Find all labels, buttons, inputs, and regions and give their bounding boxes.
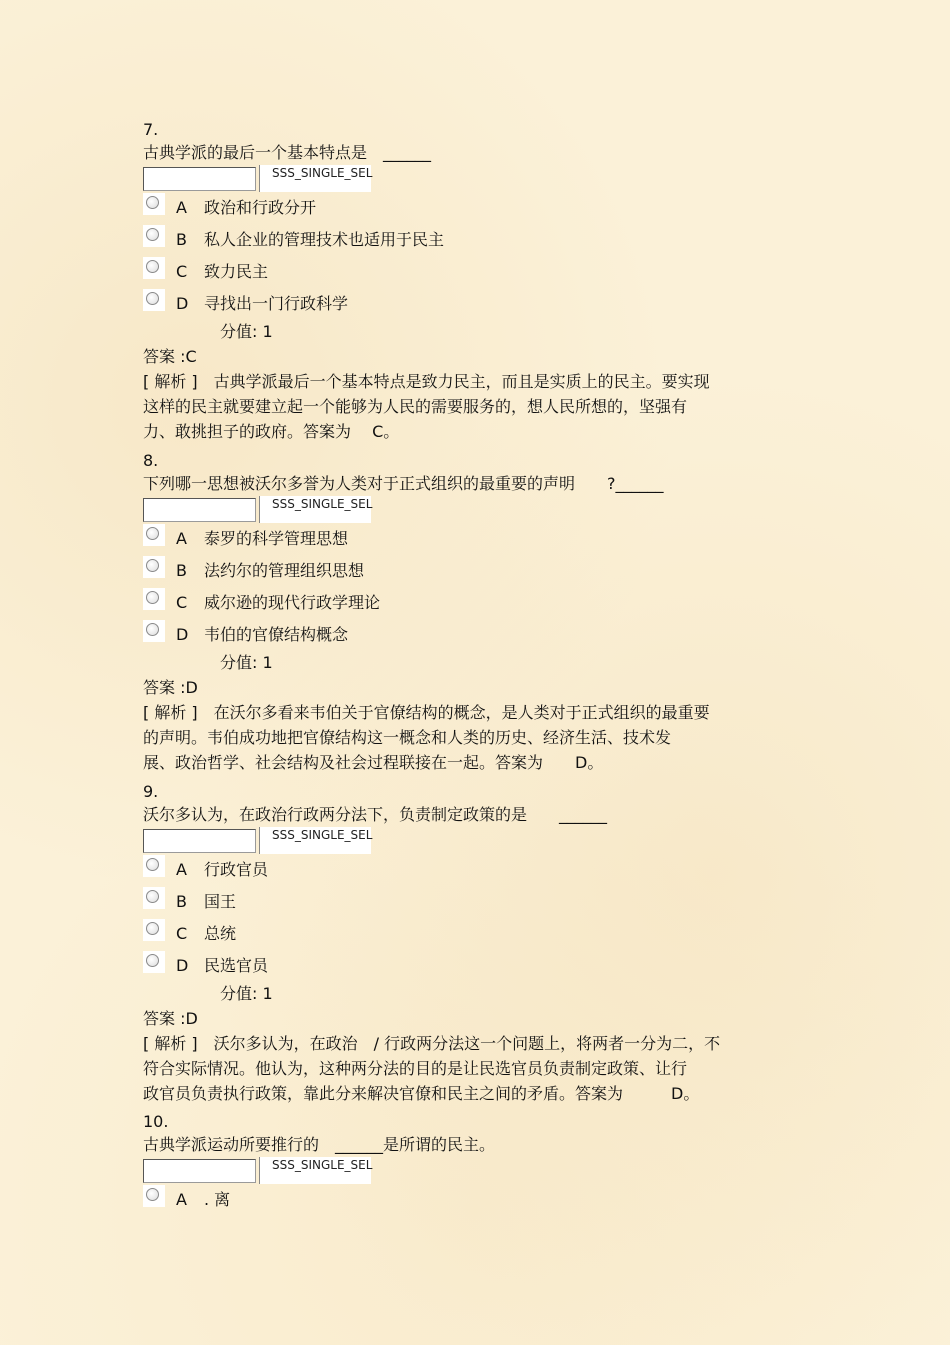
analysis: [143, 700, 783, 775]
analysis-line: 这样的民主就要建立起一个能够为人民的需要服务的，想人民所想的，坚强有: [143, 397, 688, 416]
option-c[interactable]: [143, 257, 783, 289]
question-stem: 沃尔多认为，在政治行政两分法下，负责制定政策的是 ______: [143, 805, 608, 824]
option-d[interactable]: [143, 289, 783, 321]
analysis-line: [ 解析 ] 在沃尔多看来韦伯关于官僚结构的概念，是人类对于正式组织的最重要: [143, 703, 710, 722]
question-number: 9.: [143, 782, 159, 801]
option-a[interactable]: [143, 193, 783, 225]
answer: 答案 :D: [143, 1009, 198, 1028]
option-letter: D: [176, 956, 189, 975]
option-letter: B: [176, 561, 187, 580]
option-text: 寻找出一门行政科学: [204, 294, 349, 313]
analysis-line: 符合实际情况。他认为，这种两分法的目的是让民选官员负责制定政策、让行: [143, 1059, 688, 1078]
answer-input[interactable]: [143, 167, 256, 191]
answer-select[interactable]: [143, 1157, 783, 1185]
option-text: 威尔逊的现代行政学理论: [204, 593, 381, 612]
question-stem: 下列哪一思想被沃尔多誉为人类对于正式组织的最重要的声明 ?______: [143, 474, 664, 493]
radio-icon[interactable]: [143, 556, 165, 578]
radio-icon[interactable]: [143, 225, 165, 247]
answer-select[interactable]: [143, 165, 783, 193]
option-b[interactable]: [143, 887, 783, 919]
option-c[interactable]: [143, 919, 783, 951]
answer: 答案 :C: [143, 347, 197, 366]
option-text: 私人企业的管理技术也适用于民主: [204, 230, 445, 249]
question-9: [143, 781, 783, 1106]
answer-select[interactable]: [143, 496, 783, 524]
answer: 答案 :D: [143, 678, 198, 697]
option-d[interactable]: [143, 951, 783, 983]
question-number: 8.: [143, 451, 159, 470]
radio-icon[interactable]: [143, 289, 165, 311]
option-a[interactable]: [143, 1185, 783, 1217]
option-text: 法约尔的管理组织思想: [204, 561, 365, 580]
answer-input[interactable]: [143, 829, 256, 853]
question-stem: 古典学派的最后一个基本特点是 ______: [143, 143, 432, 162]
option-c[interactable]: [143, 588, 783, 620]
answer-input[interactable]: [143, 498, 256, 522]
question-stem: 古典学派运动所要推行的 ______是所谓的民主。: [143, 1135, 496, 1154]
radio-icon[interactable]: [143, 951, 165, 973]
option-text: 民选官员: [204, 956, 269, 975]
score: 分值: 1: [220, 984, 273, 1003]
option-a[interactable]: [143, 855, 783, 887]
question-8: [143, 450, 783, 775]
option-letter: C: [176, 593, 188, 612]
score: 分值: 1: [220, 322, 273, 341]
analysis-line: 展、政治哲学、社会结构及社会过程联接在一起。答案为 D。: [143, 753, 604, 772]
option-text: 泰罗的科学管理思想: [204, 529, 349, 548]
option-b[interactable]: [143, 225, 783, 257]
option-text: . 离: [204, 1190, 231, 1209]
option-letter: A: [176, 860, 187, 879]
option-letter: D: [176, 294, 189, 313]
analysis-line: 的声明。韦伯成功地把官僚结构这一概念和人类的历史、经济生活、技术发: [143, 728, 672, 747]
radio-icon[interactable]: [143, 257, 165, 279]
radio-icon[interactable]: [143, 620, 165, 642]
analysis-line: [ 解析 ] 古典学派最后一个基本特点是致力民主，而且是实质上的民主。要实现: [143, 372, 710, 391]
option-letter: A: [176, 529, 187, 548]
option-letter: A: [176, 1190, 187, 1209]
option-text: 总统: [204, 924, 237, 943]
question-7: [143, 119, 783, 444]
analysis-line: 力、敢挑担子的政府。答案为 C。: [143, 422, 400, 441]
option-text: 行政官员: [204, 860, 269, 879]
option-b[interactable]: [143, 556, 783, 588]
analysis-line: 政官员负责执行政策，靠此分来解决官僚和民主之间的矛盾。答案为 D。: [143, 1084, 700, 1103]
option-text: 政治和行政分开: [204, 198, 317, 217]
option-letter: C: [176, 924, 188, 943]
question-10: [143, 1111, 783, 1217]
option-text: 致力民主: [204, 262, 269, 281]
select-type-label: SSS_SINGLE_SEL: [259, 496, 371, 523]
option-letter: C: [176, 262, 188, 281]
option-letter: A: [176, 198, 187, 217]
option-d[interactable]: [143, 620, 783, 652]
option-letter: B: [176, 892, 187, 911]
option-letter: B: [176, 230, 187, 249]
radio-icon[interactable]: [143, 1185, 165, 1207]
answer-input[interactable]: [143, 1159, 256, 1183]
option-a[interactable]: [143, 524, 783, 556]
radio-icon[interactable]: [143, 588, 165, 610]
radio-icon[interactable]: [143, 855, 165, 877]
option-text: 国王: [204, 892, 237, 911]
radio-icon[interactable]: [143, 919, 165, 941]
analysis: [143, 1031, 783, 1106]
option-text: 韦伯的官僚结构概念: [204, 625, 349, 644]
select-type-label: SSS_SINGLE_SEL: [259, 1157, 371, 1184]
answer-select[interactable]: [143, 827, 783, 855]
radio-icon[interactable]: [143, 193, 165, 215]
select-type-label: SSS_SINGLE_SEL: [259, 827, 371, 854]
score: 分值: 1: [220, 653, 273, 672]
radio-icon[interactable]: [143, 887, 165, 909]
select-type-label: SSS_SINGLE_SEL: [259, 165, 371, 192]
analysis: [143, 369, 783, 444]
question-number: 10.: [143, 1112, 169, 1131]
option-letter: D: [176, 625, 189, 644]
question-number: 7.: [143, 120, 159, 139]
radio-icon[interactable]: [143, 524, 165, 546]
analysis-line: [ 解析 ] 沃尔多认为，在政治 / 行政两分法这一个问题上，将两者一分为二，不: [143, 1034, 721, 1053]
